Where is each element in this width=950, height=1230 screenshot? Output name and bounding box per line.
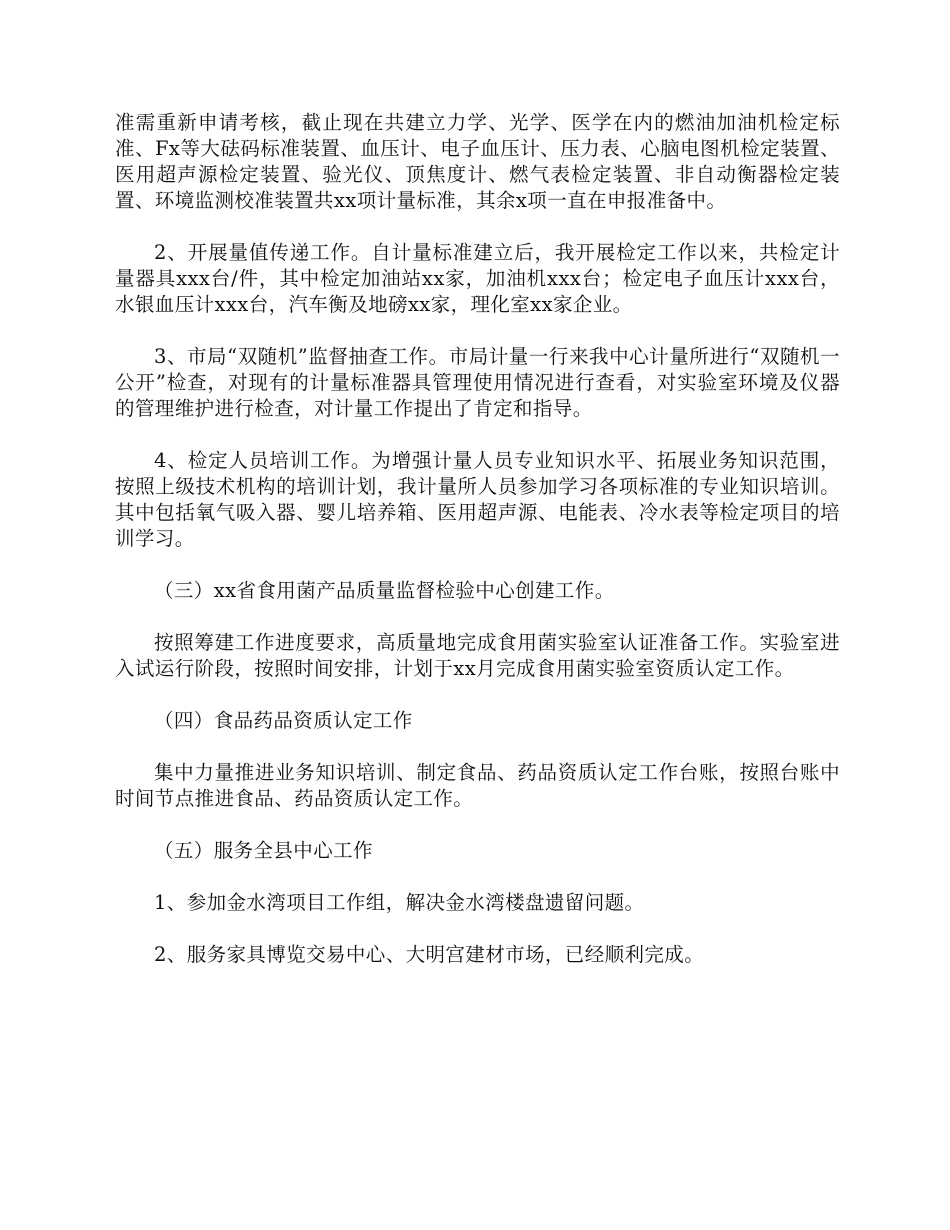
document-body xyxy=(115,110,840,994)
section-heading-fungi-center: （三）xx省食用菌产品质量监督检验中心创建工作。 xyxy=(154,579,615,602)
section-heading-county-service: （五）服务全县中心工作 xyxy=(154,839,373,862)
section-heading-food-drug-qualification: （四）食品药品资质认定工作 xyxy=(154,709,413,732)
paragraph-value-transfer: 2、开展量值传递工作。自计量标准建立后，我开展检定工作以来，共检定计量器具xxx台/件，其中检定加油站xx家，加油机xxx台；检定电子血压计xxx台，水银血压计xxx台，汽车衡及地磅xx家，理化室xx家企业。 xyxy=(115,241,840,316)
paragraph-standards-continuation: 准需重新申请考核，截止现在共建立力学、光学、医学在内的燃油加油机检定标准、Fx等大砝码标准装置、血压计、电子血压计、压力表、心脑电图机检定装置、医用超声源检定装置、验光仪、顶焦度计、燃气表检定装置、非自动衡器检定装置、环境监测校准装置共xx项计量标准，其余x项一直在申报准备中。 xyxy=(115,111,840,212)
paragraph-staff-training: 4、检定人员培训工作。为增强计量人员专业知识水平、拓展业务知识范围，按照上级技术机构的培训计划，我计量所人员参加学习各项标准的专业知识培训。其中包括氧气吸入器、婴儿培养箱、医用超声源、电能表、冷水表等检定项目的培训学习。 xyxy=(115,449,840,550)
paragraph-furniture-expo-service: 2、服务家具博览交易中心、大明宫建材市场，已经顺利完成。 xyxy=(154,943,705,966)
paragraph-jinshuiwan-project: 1、参加金水湾项目工作组，解决金水湾楼盘遗留问题。 xyxy=(154,891,645,914)
paragraph-food-drug-ledger: 集中力量推进业务知识培训、制定食品、药品资质认定工作台账，按照台账中时间节点推进食品、药品资质认定工作。 xyxy=(115,761,840,810)
paragraph-fungi-lab-progress: 按照筹建工作进度要求，高质量地完成食用菌实验室认证准备工作。实验室进入试运行阶段，按照时间安排，计划于xx月完成食用菌实验室资质认定工作。 xyxy=(115,631,840,680)
paragraph-double-random-inspection: 3、市局“双随机”监督抽查工作。市局计量一行来我中心计量所进行“双随机一公开”检查，对现有的计量标准器具管理使用情况进行查看，对实验室环境及仪器的管理维护进行检查，对计量工作提出了肯定和指导。 xyxy=(115,345,840,420)
